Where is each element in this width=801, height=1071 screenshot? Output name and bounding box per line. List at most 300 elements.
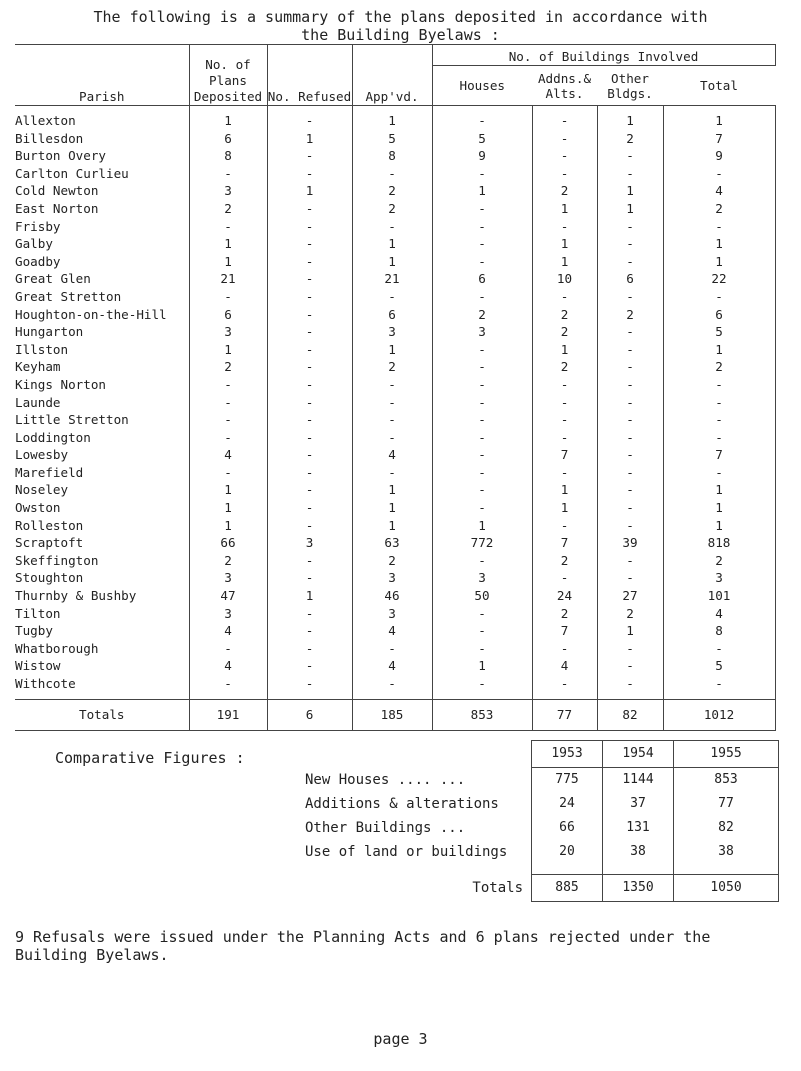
parish-name: Goadby: [15, 253, 61, 269]
table-cell: -: [189, 165, 267, 183]
table-cell: -: [267, 200, 352, 218]
table-cell: -: [189, 288, 267, 306]
table-cell: 7: [663, 130, 775, 148]
parish-name: Allexton: [15, 113, 76, 128]
totals-cell: 6: [267, 699, 352, 730]
comparative-value: 24: [532, 792, 603, 816]
table-cell: -: [432, 464, 532, 482]
table-cell: -: [597, 481, 663, 499]
table-cell: -: [597, 253, 663, 271]
totals-cell: 82: [597, 699, 663, 730]
table-cell: -: [267, 657, 352, 675]
parish-name: Whatborough: [15, 640, 99, 656]
table-cell: -: [267, 165, 352, 183]
header-additions-alterations: Addns.& Alts.: [532, 66, 597, 106]
parish-name: Skeffington: [15, 552, 99, 568]
parish-name: Wistow: [15, 658, 61, 674]
table-cell: 8: [352, 147, 432, 165]
refusals-note-line-1: 9 Refusals were issued under the Planning Acts and 6 plans rejected under the: [15, 928, 711, 946]
table-cell: 818: [663, 534, 775, 552]
parish-name: Marefield: [15, 464, 84, 480]
parish-name: Thurnby & Bushby: [15, 588, 137, 604]
parish-name: Illston: [15, 341, 69, 357]
table-cell: 39: [597, 534, 663, 552]
table-cell: -: [189, 464, 267, 482]
table-cell: -: [352, 288, 432, 306]
table-cell: 2: [597, 605, 663, 623]
table-row: [15, 552, 775, 570]
parish-name: Tilton: [15, 605, 61, 621]
table-cell: 2: [352, 200, 432, 218]
comparative-row-label: New Houses .... ...: [305, 771, 466, 788]
table-cell: 9: [432, 147, 532, 165]
table-cell: 6: [352, 306, 432, 324]
table-row: [15, 429, 775, 447]
table-cell: 6: [189, 306, 267, 324]
page-number: page 3: [373, 1030, 428, 1048]
comparative-row: [305, 840, 779, 864]
table-cell: 2: [189, 358, 267, 376]
intro-line-2: the Building Byelaws :: [301, 26, 500, 44]
table-cell: -: [267, 394, 352, 412]
table-row: [15, 657, 775, 675]
table-cell: -: [597, 552, 663, 570]
table-cell: -: [267, 622, 352, 640]
table-cell: 1: [189, 499, 267, 517]
table-cell: 66: [189, 534, 267, 552]
table-cell: 4: [532, 657, 597, 675]
comparative-value: 131: [603, 816, 674, 840]
comparative-value: 38: [603, 840, 674, 864]
table-cell: 1: [532, 200, 597, 218]
table-cell: -: [352, 411, 432, 429]
totals-cell: 853: [432, 699, 532, 730]
parish-name: Kings Norton: [15, 376, 106, 392]
table-cell: 5: [432, 130, 532, 148]
table-cell: 1: [663, 112, 775, 130]
table-row: [15, 147, 775, 165]
table-cell: -: [267, 341, 352, 359]
comparative-value: 82: [674, 816, 779, 840]
table-cell: 2: [352, 358, 432, 376]
table-cell: 63: [352, 534, 432, 552]
table-cell: 2: [432, 306, 532, 324]
table-cell: -: [532, 376, 597, 394]
table-cell: -: [432, 640, 532, 658]
table-cell: -: [432, 394, 532, 412]
table-cell: 4: [189, 446, 267, 464]
table-cell: 8: [663, 622, 775, 640]
parish-name: Frisby: [15, 218, 61, 234]
comparative-value: 77: [674, 792, 779, 816]
comparative-value: 37: [603, 792, 674, 816]
table-cell: -: [597, 464, 663, 482]
table-cell: 6: [663, 306, 775, 324]
comparative-figures-table: [305, 740, 779, 902]
table-cell: 1: [432, 517, 532, 535]
table-cell: -: [597, 499, 663, 517]
parish-name: Great Glen: [15, 271, 91, 287]
table-cell: 46: [352, 587, 432, 605]
table-cell: -: [189, 411, 267, 429]
comparative-value: 20: [532, 840, 603, 864]
table-cell: -: [532, 429, 597, 447]
table-cell: -: [267, 288, 352, 306]
header-other-buildings: Other Bldgs.: [597, 66, 663, 106]
table-cell: 24: [532, 587, 597, 605]
table-cell: -: [432, 165, 532, 183]
table-cell: -: [352, 394, 432, 412]
table-cell: -: [267, 446, 352, 464]
table-cell: -: [597, 411, 663, 429]
table-cell: 6: [597, 270, 663, 288]
table-cell: 3: [352, 323, 432, 341]
parish-name: Cold Newton: [15, 183, 99, 199]
table-cell: 1: [532, 499, 597, 517]
parish-name: Rolleston: [15, 517, 84, 533]
table-cell: 1: [189, 235, 267, 253]
table-cell: -: [663, 394, 775, 412]
table-cell: 2: [352, 552, 432, 570]
table-cell: -: [352, 376, 432, 394]
table-cell: -: [597, 235, 663, 253]
comparative-value: 38: [674, 840, 779, 864]
comparative-total: 1350: [603, 875, 674, 902]
table-cell: 4: [352, 622, 432, 640]
table-cell: -: [532, 411, 597, 429]
table-cell: -: [663, 218, 775, 236]
parish-name: Withcote: [15, 676, 76, 691]
table-cell: -: [663, 640, 775, 658]
comparative-total: 1050: [674, 875, 779, 902]
parish-name: Noseley: [15, 482, 69, 498]
table-row: [15, 165, 775, 183]
table-cell: -: [597, 323, 663, 341]
comparative-figures-label: Comparative Figures :: [55, 749, 245, 767]
table-row: [15, 376, 775, 394]
comparative-row-label: Other Buildings ...: [305, 820, 466, 836]
table-row: [15, 200, 775, 218]
table-cell: 1: [663, 481, 775, 499]
table-cell: 50: [432, 587, 532, 605]
table-row: [15, 569, 775, 587]
table-cell: -: [663, 429, 775, 447]
table-cell: -: [267, 253, 352, 271]
table-cell: -: [532, 640, 597, 658]
table-cell: 1: [189, 517, 267, 535]
table-cell: -: [432, 552, 532, 570]
table-cell: 7: [663, 446, 775, 464]
table-row: [15, 464, 775, 482]
table-row: [15, 587, 775, 605]
table-cell: 1: [597, 622, 663, 640]
table-cell: 1: [663, 341, 775, 359]
table-cell: 4: [352, 446, 432, 464]
table-cell: -: [597, 429, 663, 447]
table-cell: 3: [432, 569, 532, 587]
table-row: [15, 394, 775, 412]
table-row: [15, 270, 775, 288]
table-cell: -: [267, 517, 352, 535]
header-houses: Houses: [432, 66, 532, 106]
comparative-row-label: Additions & alterations: [305, 796, 499, 812]
table-cell: -: [532, 569, 597, 587]
table-cell: -: [189, 394, 267, 412]
table-cell: 1: [532, 253, 597, 271]
table-cell: -: [267, 569, 352, 587]
table-cell: 6: [189, 130, 267, 148]
table-cell: 8: [189, 147, 267, 165]
table-cell: 21: [189, 270, 267, 288]
table-cell: 1: [352, 499, 432, 517]
table-cell: 3: [189, 182, 267, 200]
table-cell: 4: [352, 657, 432, 675]
parish-name: Great Stretton: [15, 288, 122, 304]
table-cell: -: [663, 165, 775, 183]
parish-name: Billesdon: [15, 130, 84, 146]
table-cell: 1: [597, 112, 663, 130]
table-cell: 22: [663, 270, 775, 288]
table-cell: -: [597, 517, 663, 535]
table-cell: -: [267, 464, 352, 482]
table-row: [15, 481, 775, 499]
table-cell: 2: [532, 605, 597, 623]
table-cell: 1: [597, 200, 663, 218]
table-cell: -: [663, 675, 775, 693]
table-row: [15, 499, 775, 517]
table-cell: -: [267, 235, 352, 253]
table-cell: 7: [532, 622, 597, 640]
table-cell: -: [352, 640, 432, 658]
table-cell: -: [432, 218, 532, 236]
table-cell: 1: [432, 182, 532, 200]
table-cell: -: [532, 464, 597, 482]
table-cell: 9: [663, 147, 775, 165]
table-cell: -: [267, 552, 352, 570]
table-cell: 2: [532, 323, 597, 341]
parish-name: Scraptoft: [15, 535, 84, 551]
table-cell: -: [352, 165, 432, 183]
header-buildings-involved: No. of Buildings Involved: [432, 45, 775, 66]
totals-cell: 185: [352, 699, 432, 730]
table-cell: -: [597, 640, 663, 658]
table-cell: -: [267, 323, 352, 341]
table-cell: -: [267, 270, 352, 288]
header-refused: No. Refused: [267, 45, 352, 106]
table-cell: 1: [189, 253, 267, 271]
table-cell: -: [189, 675, 267, 693]
table-cell: 1: [352, 341, 432, 359]
table-row: [15, 605, 775, 623]
table-row: [15, 411, 775, 429]
table-cell: -: [597, 165, 663, 183]
table-cell: -: [267, 499, 352, 517]
table-cell: 1: [352, 235, 432, 253]
parish-name: Tugby: [15, 623, 53, 639]
table-cell: 2: [352, 182, 432, 200]
table-row: [15, 253, 775, 271]
table-row: [15, 534, 775, 552]
table-cell: 3: [663, 569, 775, 587]
table-cell: -: [352, 218, 432, 236]
table-cell: -: [432, 675, 532, 693]
table-cell: -: [432, 200, 532, 218]
table-cell: -: [532, 165, 597, 183]
table-cell: 3: [432, 323, 532, 341]
table-cell: 1: [189, 481, 267, 499]
table-cell: -: [267, 218, 352, 236]
table-cell: -: [663, 376, 775, 394]
year-header: 1955: [674, 741, 779, 768]
table-cell: 4: [189, 657, 267, 675]
table-cell: 1: [267, 182, 352, 200]
table-cell: -: [267, 376, 352, 394]
table-body: [15, 112, 775, 693]
table-cell: -: [532, 288, 597, 306]
table-cell: 2: [663, 358, 775, 376]
table-cell: -: [597, 394, 663, 412]
header-plans-deposited: No. of Plans Deposited: [189, 45, 267, 106]
table-cell: 2: [597, 306, 663, 324]
header-total: Total: [663, 66, 775, 106]
comparative-value: 1144: [603, 768, 674, 793]
table-cell: -: [663, 411, 775, 429]
table-cell: 5: [663, 323, 775, 341]
totals-cell: 77: [532, 699, 597, 730]
comparative-row-label: Use of land or buildings: [305, 844, 508, 860]
table-row: [15, 218, 775, 236]
table-row: [15, 341, 775, 359]
parish-name: Burton Overy: [15, 148, 106, 164]
table-cell: -: [597, 288, 663, 306]
totals-cell: 191: [189, 699, 267, 730]
table-row: [15, 517, 775, 535]
table-cell: 1: [663, 517, 775, 535]
table-cell: 1: [352, 253, 432, 271]
table-cell: 6: [432, 270, 532, 288]
table-cell: 1: [532, 341, 597, 359]
table-cell: 1: [267, 130, 352, 148]
table-cell: 1: [352, 481, 432, 499]
table-cell: -: [352, 429, 432, 447]
year-header: 1953: [532, 741, 603, 768]
totals-row: [15, 699, 775, 730]
table-cell: -: [432, 358, 532, 376]
comparative-totals-label: Totals: [472, 880, 523, 896]
table-row: [15, 306, 775, 324]
parish-name: Lowesby: [15, 447, 69, 463]
table-row: [15, 288, 775, 306]
parish-name: Keyham: [15, 359, 61, 375]
table-row: [15, 358, 775, 376]
table-cell: 4: [663, 182, 775, 200]
table-cell: -: [267, 429, 352, 447]
parish-name: Houghton-on-the-Hill: [15, 306, 167, 322]
table-cell: -: [352, 464, 432, 482]
table-cell: -: [267, 481, 352, 499]
parish-name: Owston: [15, 500, 61, 516]
table-cell: -: [597, 569, 663, 587]
table-cell: -: [189, 376, 267, 394]
table-cell: 1: [663, 253, 775, 271]
table-cell: -: [432, 481, 532, 499]
table-cell: -: [532, 112, 597, 130]
table-cell: 2: [663, 200, 775, 218]
comparative-value: 66: [532, 816, 603, 840]
table-cell: -: [597, 147, 663, 165]
table-cell: -: [432, 605, 532, 623]
table-cell: -: [189, 640, 267, 658]
parish-name: Stoughton: [15, 570, 84, 586]
table-cell: 1: [663, 499, 775, 517]
table-cell: -: [532, 517, 597, 535]
table-cell: 21: [352, 270, 432, 288]
table-cell: 1: [663, 235, 775, 253]
table-cell: -: [532, 147, 597, 165]
table-cell: 2: [597, 130, 663, 148]
header-parish: Parish: [15, 45, 189, 106]
table-cell: -: [432, 376, 532, 394]
table-cell: -: [267, 306, 352, 324]
table-row: [15, 112, 775, 130]
table-cell: -: [352, 675, 432, 693]
table-cell: -: [597, 675, 663, 693]
table-row: [15, 640, 775, 658]
table-cell: -: [267, 640, 352, 658]
table-cell: 1: [532, 481, 597, 499]
comparative-total: 885: [532, 875, 603, 902]
parish-name: Little Stretton: [15, 412, 129, 428]
table-cell: 1: [532, 235, 597, 253]
parish-name: Launde: [15, 394, 61, 410]
table-cell: -: [432, 622, 532, 640]
table-cell: 101: [663, 587, 775, 605]
table-row: [15, 235, 775, 253]
table-cell: 3: [352, 605, 432, 623]
table-cell: -: [432, 112, 532, 130]
parish-name: East Norton: [15, 200, 99, 216]
table-cell: -: [432, 499, 532, 517]
table-cell: -: [663, 288, 775, 306]
table-cell: 4: [189, 622, 267, 640]
table-cell: 1: [189, 341, 267, 359]
parish-name: Carlton Curlieu: [15, 165, 129, 181]
comparative-row: [305, 768, 779, 793]
table-cell: 2: [532, 358, 597, 376]
table-cell: -: [597, 446, 663, 464]
table-cell: -: [189, 429, 267, 447]
table-cell: 2: [532, 552, 597, 570]
comparative-totals-row: [305, 875, 779, 902]
table-cell: 2: [532, 306, 597, 324]
table-cell: -: [267, 675, 352, 693]
table-cell: -: [532, 675, 597, 693]
comparative-row: [305, 792, 779, 816]
table-cell: 772: [432, 534, 532, 552]
table-cell: 1: [352, 112, 432, 130]
table-cell: 3: [189, 605, 267, 623]
table-cell: -: [432, 235, 532, 253]
table-cell: 47: [189, 587, 267, 605]
table-cell: 1: [267, 587, 352, 605]
table-cell: -: [267, 358, 352, 376]
totals-label: Totals: [15, 699, 189, 730]
table-cell: -: [432, 288, 532, 306]
table-row: [15, 130, 775, 148]
table-cell: -: [532, 394, 597, 412]
table-cell: 1: [189, 112, 267, 130]
refusals-note-line-2: Building Byelaws.: [15, 946, 169, 964]
